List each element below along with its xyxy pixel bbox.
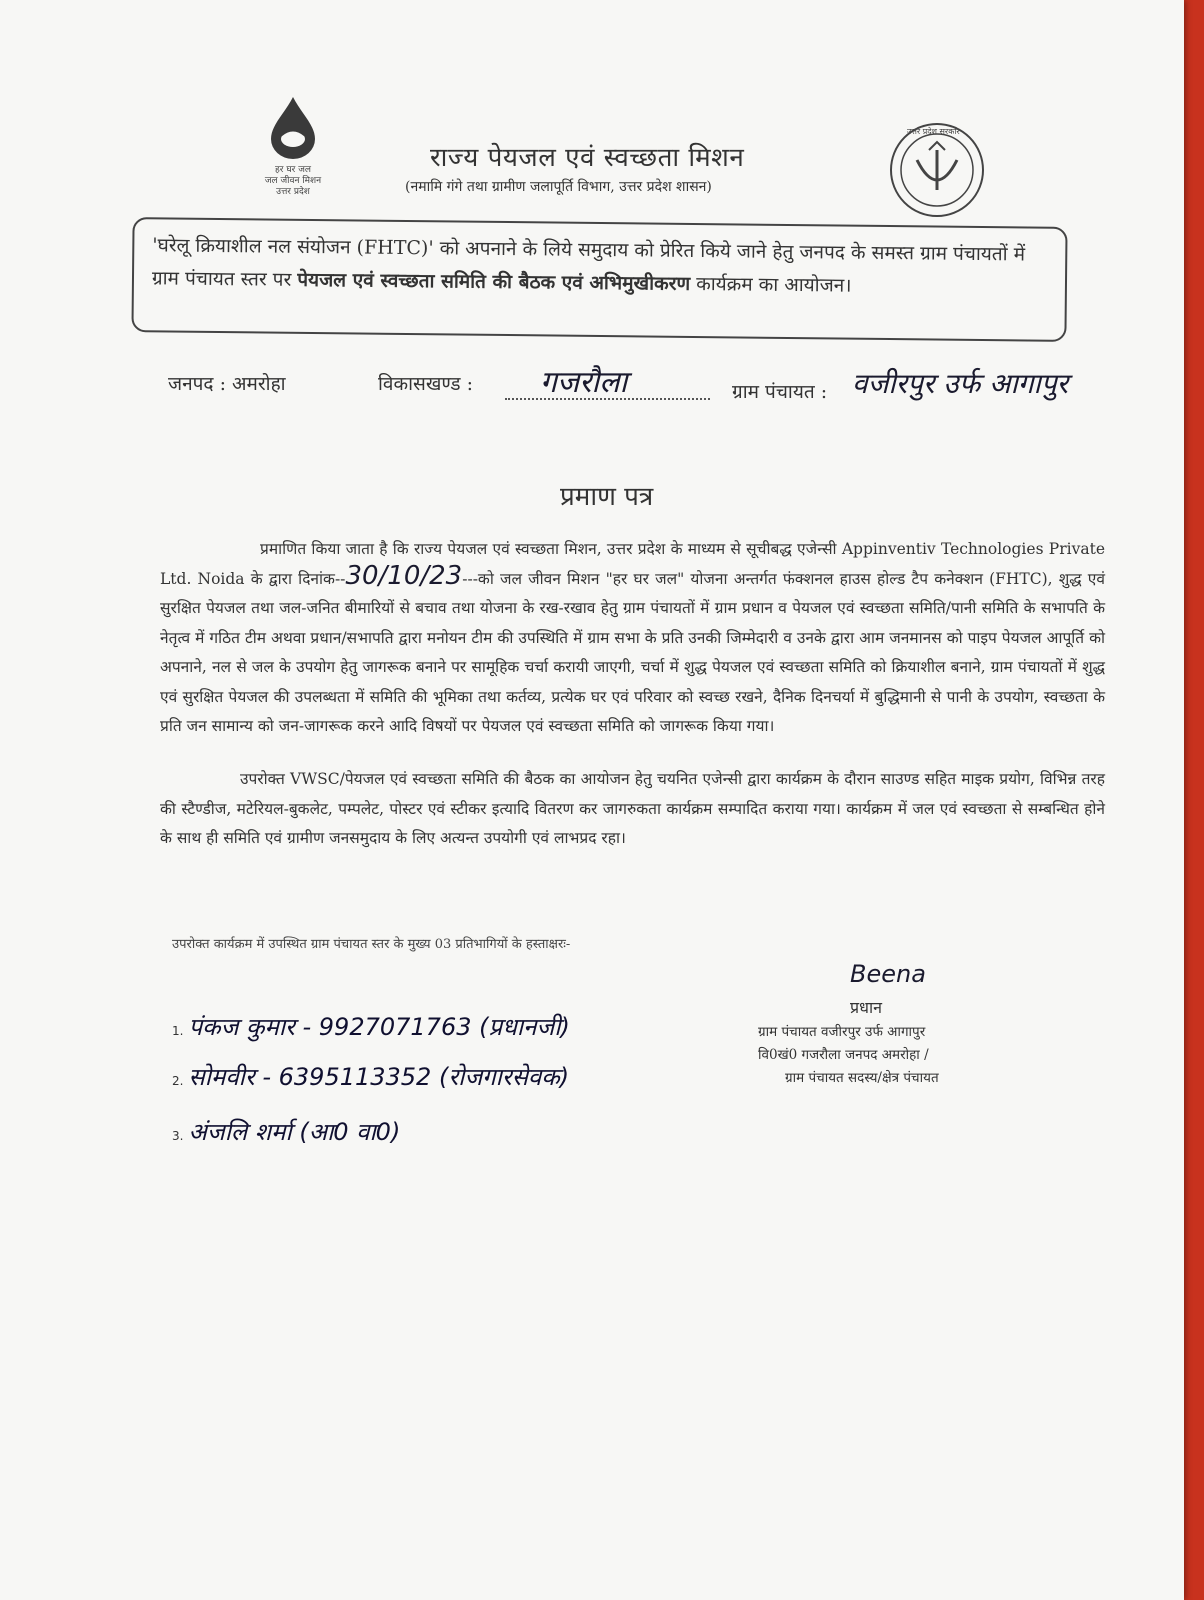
- mission-title: राज्य पेयजल एवं स्वच्छता मिशन: [430, 143, 745, 173]
- participant-row-1: [172, 1010, 570, 1043]
- para1-end: ---को जल जीवन मिशन "हर घर जल" योजना अन्तर्गत फंक्शनल हाउस होल्ड टैप कनेक्शन (FHTC), शुद्ध एवं सुरक्षित पेयजल तथा जल-जनित बीमारियों से बचाव तथा योजना के रख-रखाव हेतु ग्राम पंचायतों में ग्राम प्रधान व पेयजल एवं स्वच्छता समिति/पानी समिति के सभापति के नेतृत्व में गठित टीम अथवा प्रधान/सभापति द्वारा मनोयन टीम की उपस्थिति में ग्राम सभा के प्रति उनकी जिम्मेदारी व उनके द्वारा आम जनमानस को पाइप पेयजल आपूर्ति को अपनाने, नल से जल के उपयोग हेतु जागरूक बनाने पर सामूहिक चर्चा करायी जाएगी, चर्चा में शुद्ध पेयजल एवं स्वच्छता समिति को क्रियाशील बनाने, ग्राम पंचायतों में शुद्ध एवं सुरक्षित पेयजल की उपलब्धता में समिति की भूमिका तथा कर्तव्य, प्रत्येक घर एवं परिवार को स्वच्छ रखने, दैनिक दिनचर्या में बुद्धिमानी से पानी के उपयोग, स्वच्छता के प्रति जन सामान्य को जन-जागरूक करने आदि विषयों पर पेयजल एवं स्वच्छता समिति को जागरूक किया गया।: [160, 569, 1105, 735]
- stamp-line-1: ग्राम पंचायत वजीरपुर उर्फ आगापुर: [758, 1024, 926, 1040]
- participant-signature: सोमवीर - 6395113352 (रोजगारसेवक): [188, 1063, 570, 1091]
- block-dotted-line: [505, 398, 710, 400]
- jal-jeevan-mission-logo: [228, 95, 358, 210]
- participant-row-3: [172, 1115, 400, 1148]
- participant-num: 1.: [172, 1024, 184, 1038]
- logo-text-1: हर घर जल: [275, 165, 311, 175]
- logo-text-3: उत्तर प्रदेश: [276, 187, 310, 197]
- participant-num: 3.: [172, 1129, 184, 1143]
- mission-subtitle: (नमामि गंगे तथा ग्रामीण जलापूर्ति विभाग, उत्तर प्रदेश शासन): [405, 179, 712, 195]
- stamp-line-3: ग्राम पंचायत सदस्य/क्षेत्र पंचायत: [785, 1070, 939, 1086]
- banner-text-bold: पेयजल एवं स्वच्छता समिति की बैठक एवं अभिमुखीकरण: [297, 268, 691, 295]
- participant-num: 2.: [172, 1074, 184, 1088]
- panchayat-label: ग्राम पंचायत :: [732, 381, 828, 403]
- seal-text: उत्तर प्रदेश सरकार: [907, 127, 960, 136]
- certificate-paragraph-1: [160, 535, 1105, 742]
- banner-text-a: 'घरेलू क्रियाशील नल संयोजन (FHTC)' को अपनाने के लिये समुदाय को प्रेरित किये जाने हेतु जनपद के समस्त ग्राम पंचायतों में ग्राम पंचायत स्तर पर: [151, 234, 1026, 291]
- para1-start: प्रमाणित किया जाता है कि राज्य पेयजल एवं स्वच्छता मिशन, उत्तर प्रदेश के माध्यम से सूचीबद्ध एजेन्सी Appinventiv Technologies Private Ltd. Noida के द्वारा दिनांक--: [160, 540, 1105, 588]
- participant-signature: पंकज कुमार - 9927071763 (प्रधानजी): [188, 1013, 570, 1041]
- logo-text-2: जल जीवन मिशन: [264, 176, 322, 186]
- para2-text: उपरोक्त VWSC/पेयजल एवं स्वच्छता समिति की बैठक का आयोजन हेतु चयनित एजेन्सी द्वारा कार्यक्रम के दौरान साउण्ड सहित माइक प्रयोग, विभिन्न तरह की स्टैण्डीज, मटेरियल-बुकलेट, पम्पलेट, पोस्टर एवं स्टीकर इत्यादि वितरण कर जागरुकता कार्यक्रम सम्पादित कराया गया। कार्यक्रम में जल एवं स्वच्छता से सम्बन्धित होने के साथ ही समिति एवं ग्रामीण जनसमुदाय के लिए अत्यन्त उपयोगी एवं लाभप्रद रहा।: [160, 770, 1105, 847]
- certificate-title: प्रमाण पत्र: [560, 482, 654, 512]
- stamp-line-2: वि0खं0 गजरौला जनपद अमरोहा /: [758, 1047, 929, 1063]
- pradhan-signature: Beena: [850, 960, 926, 988]
- pradhan-role: प्रधान: [850, 998, 882, 1017]
- participants-intro: उपरोक्त कार्यक्रम में उपस्थित ग्राम पंचायत स्तर के मुख्य 03 प्रतिभागियों के हस्ताक्षरः-: [172, 937, 571, 952]
- certificate-paragraph-2: [160, 765, 1105, 854]
- panchayat-value: वजीरपुर उर्फ आगापुर: [852, 367, 1069, 400]
- water-drop-icon: [263, 95, 323, 161]
- district-label: जनपद : अमरोहा: [168, 373, 286, 395]
- participant-signature: अंजलि शर्मा (आ0 वा0): [188, 1118, 401, 1146]
- program-date: 30/10/23: [345, 560, 463, 591]
- block-value: गजरौला: [540, 365, 628, 400]
- program-banner: [131, 217, 1067, 342]
- block-label: विकासखण्ड :: [378, 373, 474, 395]
- participant-row-2: [172, 1060, 569, 1093]
- up-government-seal: [887, 120, 987, 220]
- banner-text-b: कार्यक्रम का आयोजन।: [690, 272, 852, 297]
